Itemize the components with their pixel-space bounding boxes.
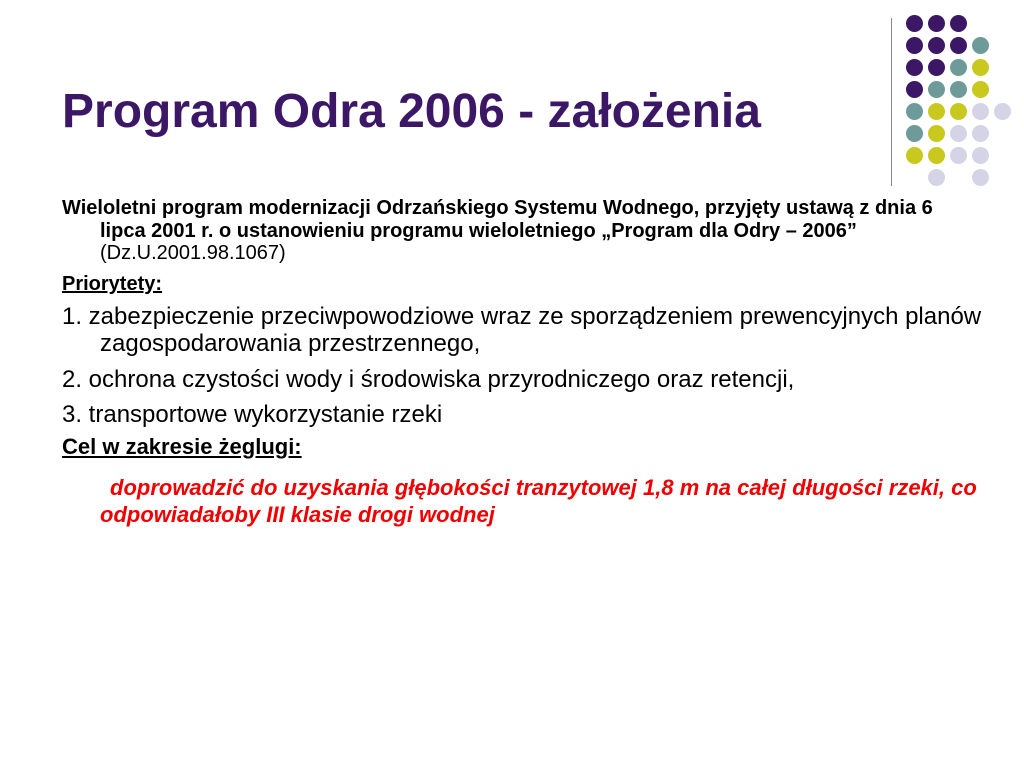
lavender-dot bbox=[972, 103, 989, 120]
purple-dot bbox=[906, 81, 923, 98]
teal-dot bbox=[950, 81, 967, 98]
priority-item-1: 1. zabezpieczenie przeciwpowodziowe wraz ze sporządzeniem prewencyjnych planów zagospodarowania przestrzennego, bbox=[62, 303, 982, 358]
purple-dot bbox=[928, 37, 945, 54]
legal-reference: (Dz.U.2001.98.1067) bbox=[100, 242, 286, 265]
navigation-goal-text: doprowadzić do uzyskania głębokości tranzytowej 1,8 m na całej długości rzeki, co odpowiadałoby III klasie drogi wodnej bbox=[100, 474, 977, 528]
purple-dot bbox=[906, 59, 923, 76]
teal-dot bbox=[972, 37, 989, 54]
purple-dot bbox=[950, 15, 967, 32]
vertical-divider bbox=[891, 18, 892, 186]
purple-dot bbox=[950, 37, 967, 54]
yellow-dot bbox=[928, 147, 945, 164]
priorities-heading: Priorytety: bbox=[62, 272, 163, 295]
yellow-dot bbox=[928, 125, 945, 142]
priority-item-2: 2. ochrona czystości wody i środowiska przyrodniczego oraz retencji, bbox=[62, 365, 795, 393]
slide-content bbox=[62, 197, 982, 529]
yellow-dot bbox=[928, 103, 945, 120]
teal-dot bbox=[906, 103, 923, 120]
lavender-dot bbox=[994, 103, 1011, 120]
purple-dot bbox=[906, 15, 923, 32]
priority-item-3: 3. transportowe wykorzystanie rzeki bbox=[62, 400, 443, 428]
teal-dot bbox=[906, 125, 923, 142]
yellow-dot bbox=[950, 103, 967, 120]
teal-dot bbox=[950, 59, 967, 76]
program-intro bbox=[62, 197, 982, 265]
purple-dot bbox=[928, 59, 945, 76]
purple-dot bbox=[928, 15, 945, 32]
lavender-dot bbox=[950, 125, 967, 142]
teal-dot bbox=[928, 81, 945, 98]
navigation-goal-heading: Cel w zakresie żeglugi: bbox=[62, 433, 302, 459]
lavender-dot bbox=[950, 147, 967, 164]
slide-title: Program Odra 2006 - założenia bbox=[62, 85, 761, 138]
purple-dot bbox=[906, 37, 923, 54]
program-description: Wieloletni program modernizacji Odrzańskiego Systemu Wodnego, przyjęty ustawą z dnia 6 lipca 2001 r. o ustanowieniu programu wieloletniego „Program dla Odry – 2006” bbox=[62, 197, 933, 242]
lavender-dot bbox=[972, 147, 989, 164]
yellow-dot bbox=[906, 147, 923, 164]
yellow-dot bbox=[972, 81, 989, 98]
lavender-dot bbox=[972, 169, 989, 186]
lavender-dot bbox=[972, 125, 989, 142]
lavender-dot bbox=[928, 169, 945, 186]
yellow-dot bbox=[972, 59, 989, 76]
